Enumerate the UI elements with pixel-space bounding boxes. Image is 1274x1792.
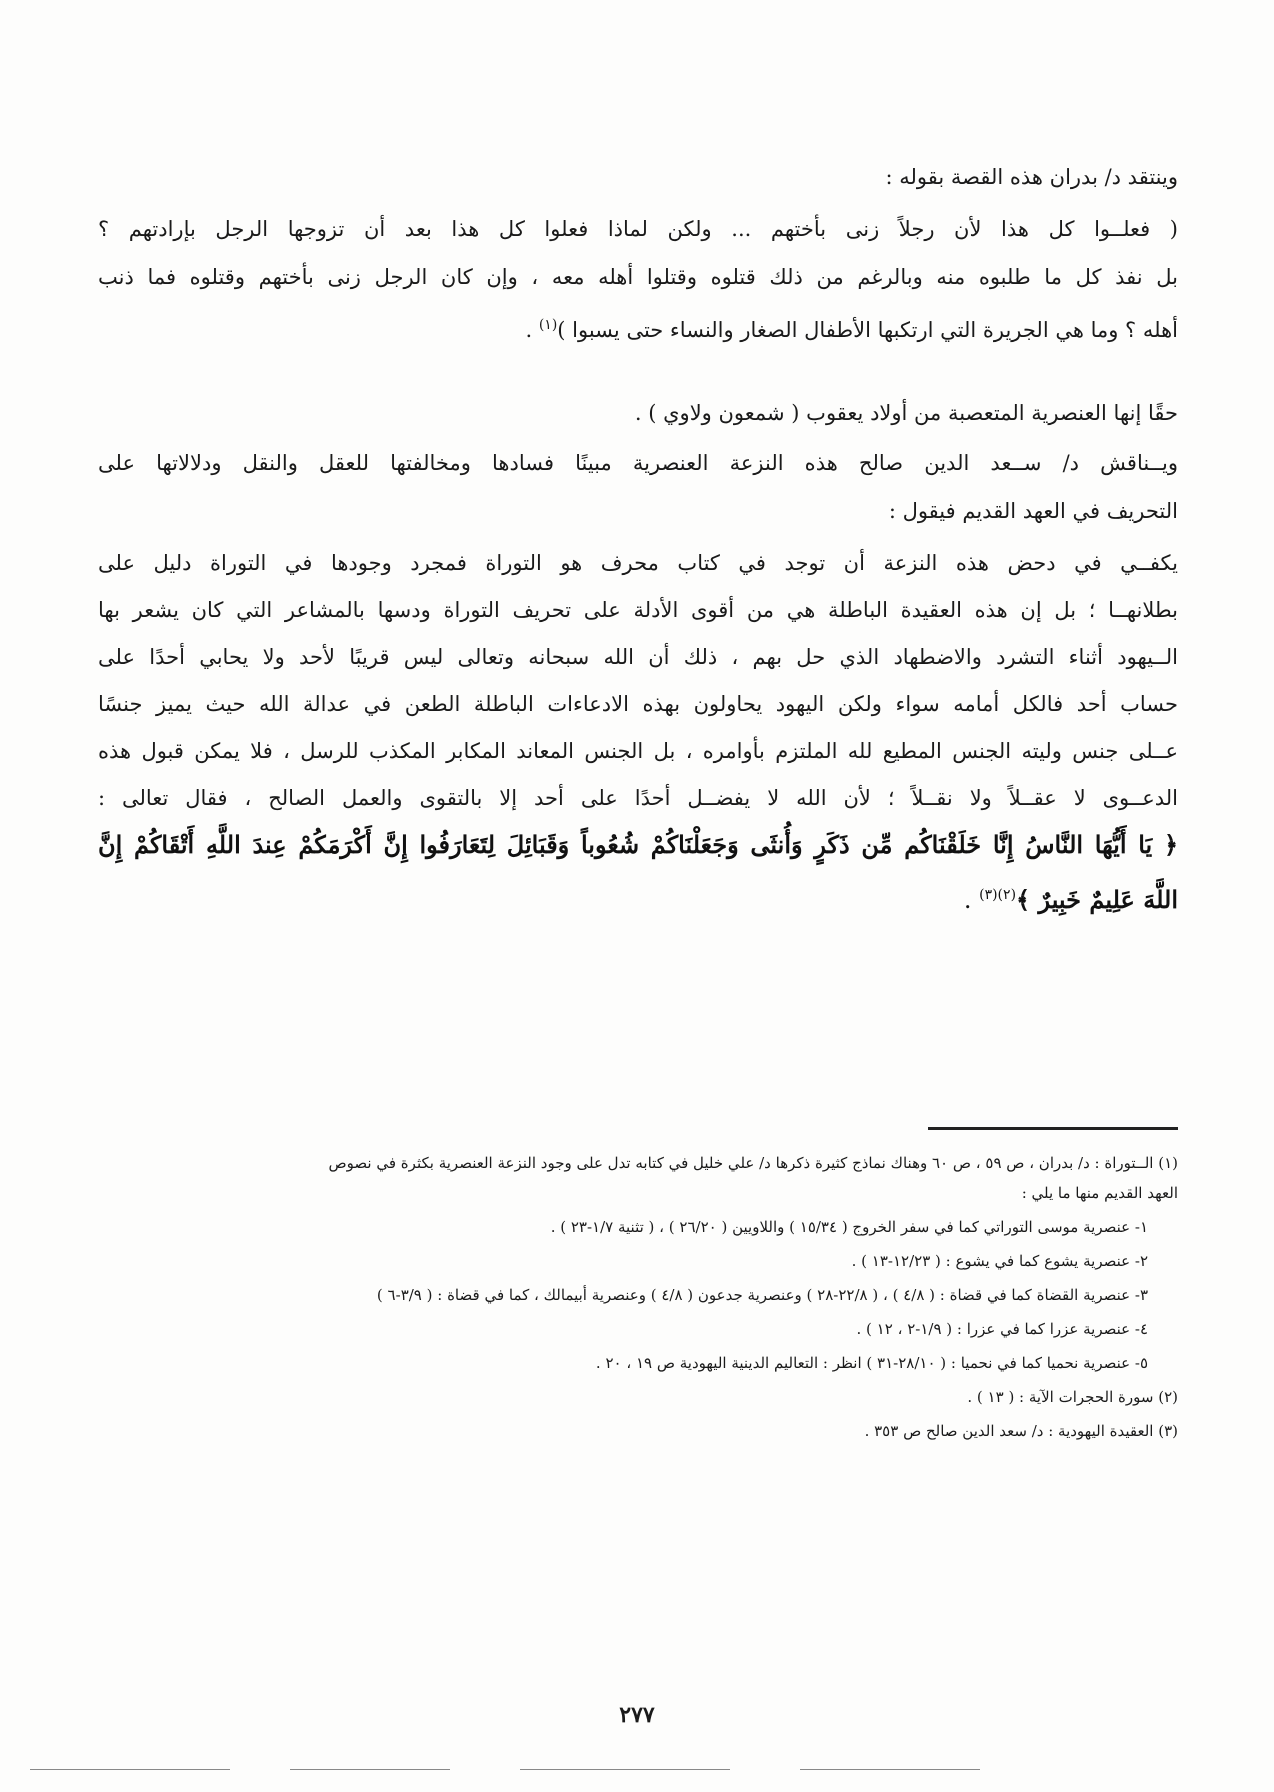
quote-end-mark: . — [525, 318, 539, 342]
quran-verse-line-2 — [98, 878, 1178, 917]
scan-edge-mark — [800, 1769, 980, 1770]
footnote-divider — [928, 1127, 1178, 1130]
footnote-1-item-5: ٥- عنصرية نحميا كما في نحميا : ( ٢٨/١٠-٣١ ) انظر : التعاليم الدينية اليهودية ص ١٩ ، ٢٠ . — [595, 1354, 1148, 1372]
page-number: ٢٧٧ — [619, 1702, 655, 1728]
argument-line-5: عــلى جنس وليته الجنس المطيع لله الملتزم بأوامره ، بل الجنس المعاند المكابر المكذب للرسل ، فلا يمكن قبول هذه — [98, 739, 1178, 763]
discuss-line-1: ويــناقش د/ ســعد الدين صالح هذه النزعة العنصرية مبينًا فسادها ومخالفتها للعقل والنقل ودلالاتها على — [98, 451, 1178, 475]
footnote-1-line-1: (١) الــتوراة : د/ بدران ، ص ٥٩ ، ص ٦٠ وهناك نماذج كثيرة ذكرها د/ علي خليل في كتابه تدل على وجود النزعة العنصرية بكثرة في نصوص — [328, 1154, 1178, 1172]
quote-line-3 — [98, 308, 1178, 347]
footnote-3: (٣) العقيدة اليهودية : د/ سعد الدين صالح ص ٣٥٣ . — [864, 1422, 1178, 1440]
argument-line-1: يكفــي في دحض هذه النزعة أن توجد في كتاب محرف هو التوراة فمجرد وجودها في التوراة دليل على — [98, 551, 1178, 575]
argument-line-3: الــيهود أثناء التشرد والاضطهاد الذي حل بهم ، ذلك أن الله سبحانه وتعالى ليس قريبًا لأحد ولا يحابي أحدًا على — [98, 645, 1178, 669]
quote-line-1: ( فعلــوا كل هذا لأن رجلاً زنى بأختهم ... ولكن لماذا فعلوا كل هذا بعد أن تزوجها الرجل بإرادتهم ؟ — [98, 217, 1178, 241]
scan-edge-mark — [520, 1769, 730, 1770]
intro-line: وينتقد د/ بدران هذه القصة بقوله : — [885, 165, 1178, 189]
quran-end-mark: . — [963, 886, 980, 914]
quran-verse-line-1: ﴿ يَا أَيُّهَا النَّاسُ إِنَّا خَلَقْنَاكُم مِّن ذَكَرٍ وَأُنثَى وَجَعَلْنَاكُمْ شُعُوباً وَقَبَائِلَ لِتَعَارَفُوا إِنَّ أَكْرَمَكُمْ عِندَ اللَّهِ أَتْقَاكُمْ إِنَّ — [98, 830, 1178, 859]
quran-verse-line-2-text: اللَّهَ عَلِيمٌ خَبِيرٌ ﴾ — [1016, 885, 1178, 914]
argument-line-4: حساب أحد فالكل أمامه سواء ولكن اليهود يحاولون بهذه الادعاءات الباطلة الطعن في عدالة الله حيث يميز جنسًا — [98, 692, 1178, 716]
footnote-ref-1: (١) — [538, 317, 558, 333]
footnote-2: (٢) سورة الحجرات الآية : ( ١٣ ) . — [967, 1388, 1178, 1406]
footnote-1-line-2: العهد القديم منها ما يلي : — [1021, 1184, 1178, 1202]
quote-line-3-text: أهله ؟ وما هي الجريرة التي ارتكبها الأطفال الصغار والنساء حتى يسبوا ) — [557, 318, 1178, 342]
argument-line-2: بطلانهــا ؛ بل إن هذه العقيدة الباطلة هي من أقوى الأدلة على تحريف التوراة ودسها بالمشاعر التي كان يشعر بها — [98, 598, 1178, 622]
argument-line-6: الدعــوى لا عقــلاً ولا نقــلاً ؛ لأن الله لا يفضــل أحدًا على أحد إلا بالتقوى والعمل الصالح ، فقال تعالى : — [98, 786, 1178, 810]
footnote-1-item-2: ٢- عنصرية يشوع كما في يشوع : ( ١٢/٢٣-١٣ ) . — [851, 1252, 1148, 1270]
footnote-1-item-1: ١- عنصرية موسى التوراتي كما في سفر الخروج ( ١٥/٣٤ ) واللاويين ( ٢٦/٢٠ ) ، ( تثنية ١/٧-٢٣ ) . — [550, 1218, 1148, 1236]
footnote-1-item-4: ٤- عنصرية عزرا كما في عزرا : ( ١/٩-٢ ، ١٢ ) . — [856, 1320, 1148, 1338]
scan-edge-mark — [290, 1769, 450, 1770]
footnote-refs-2-3: (٢)(٣) — [979, 887, 1017, 903]
quote-line-2: بل نفذ كل ما طلبوه منه وبالرغم من ذلك قتلوه وقتلوا أهله معه ، وإن كان الرجل زنى بأختهم وقتلوه فما ذنب — [98, 265, 1178, 289]
truth-line: حقًا إنها العنصرية المتعصبة من أولاد يعقوب ( شمعون ولاوي ) . — [634, 401, 1178, 425]
discuss-line-2: التحريف في العهد القديم فيقول : — [888, 499, 1178, 523]
footnote-1-item-3: ٣- عنصرية القضاة كما في قضاة : ( ٤/٨ ) ، ( ٢٢/٨-٢٨ ) وعنصرية جدعون ( ٤/٨ ) وعنصرية أبيمالك ، كما في قضاة : ( ٣/٩-٦ ) — [376, 1286, 1148, 1304]
scan-edge-mark — [30, 1769, 230, 1770]
